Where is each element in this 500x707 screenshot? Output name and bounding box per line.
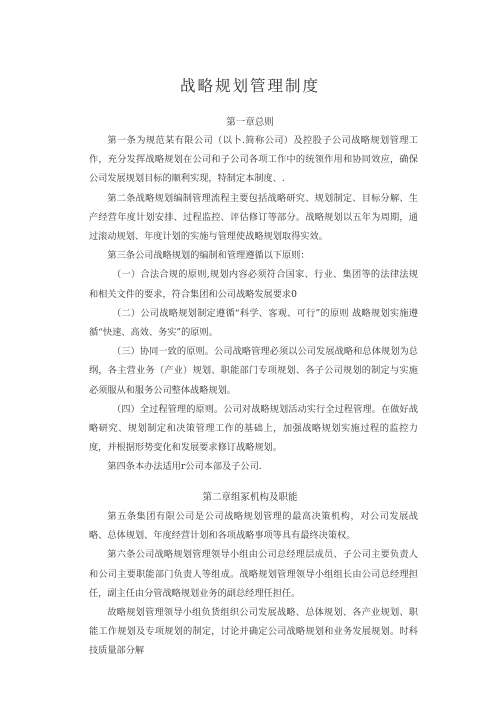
chapter-2-body: [89, 507, 418, 661]
principle-3: （三）协同一致的原则。公司战略管理必须以公司发展战略和总体规划为总纲，各主营业务（产业）规划、职能部门专项规划、各子公司规划的制定与实施必须服从和服务公司整体战略规划。: [89, 346, 418, 396]
article-4: 第四条本办法适用r公司本部及子公司.: [107, 461, 262, 473]
chapter-2-heading: 第二章组冢机构及职能: [202, 492, 298, 503]
article-6: 第六条公司战略规划管理领导小组由公司总经理层成员、子公司主要负责人和公司主要职能部门负责人等组成。战略规划管理领导小组组长由公司总经理担任，副主任由分管战略规划业务的副总经理任担任。: [89, 549, 418, 599]
principle-2: （二）公司战略规划制定遵循“科学、客观、可行”的原则 战略规划实施遵循“快速、高效、务实”的原则。: [89, 307, 418, 339]
principle-1: （一）合法合规的原则,规划内容必须符合国家、行业、集团等的法律法规和相关文件的要求，符合集团和公司战略发展要求0: [89, 269, 418, 300]
chapter-1-body: [89, 131, 418, 477]
document-title: 战略规划管理制度: [179, 77, 320, 95]
article-1: 第一条为规范某有限公司（以卜.简称公司）及控股子公司战略规划管理工作，充分发挥战略规划在公司和子公司各项工作中的统领作用和协同效应，确保公司发展规划目标的顺利实现，特制定本制度、.: [89, 135, 418, 185]
article-3: 第三条公司战略规划的编制和管理遵循以下原则：: [107, 250, 310, 262]
article-5: 第五条集团有限公司是公司战略规划管理的最高决策机构，对公司发展战略、总体规划、年度经营计划和各项战略事项等具有最终决策权。: [89, 511, 418, 542]
leading-group-duties: 故略规划管理领导小组负货组织公司发展战略、总体规划、各产业规划、职能工作规划及专项规划的制定，讨论并确定公司战略规划和业务发展规划。时科技质量部分解: [89, 607, 418, 657]
chapter-1-heading: 第一章总则: [226, 117, 274, 128]
article-2: 第二条战略规划编制管理流程主要包括战略研究、规划制定、目标分解、生产经营年度计划安排、过程监控、评估修订等部分。战略规划以五年为周期，通过滚动规划、年度计划的实施与管理使战略规划取得实效。: [89, 192, 418, 243]
principle-4: （四）全过程管理的原则。公司对战略规划活动实行全过程管理。在做好战略研究、规划制定和决策管理工作的基础上，加强战略规划实施过程的监控力度，并根据形势变化和发展要求修订战略规划。: [89, 403, 418, 454]
